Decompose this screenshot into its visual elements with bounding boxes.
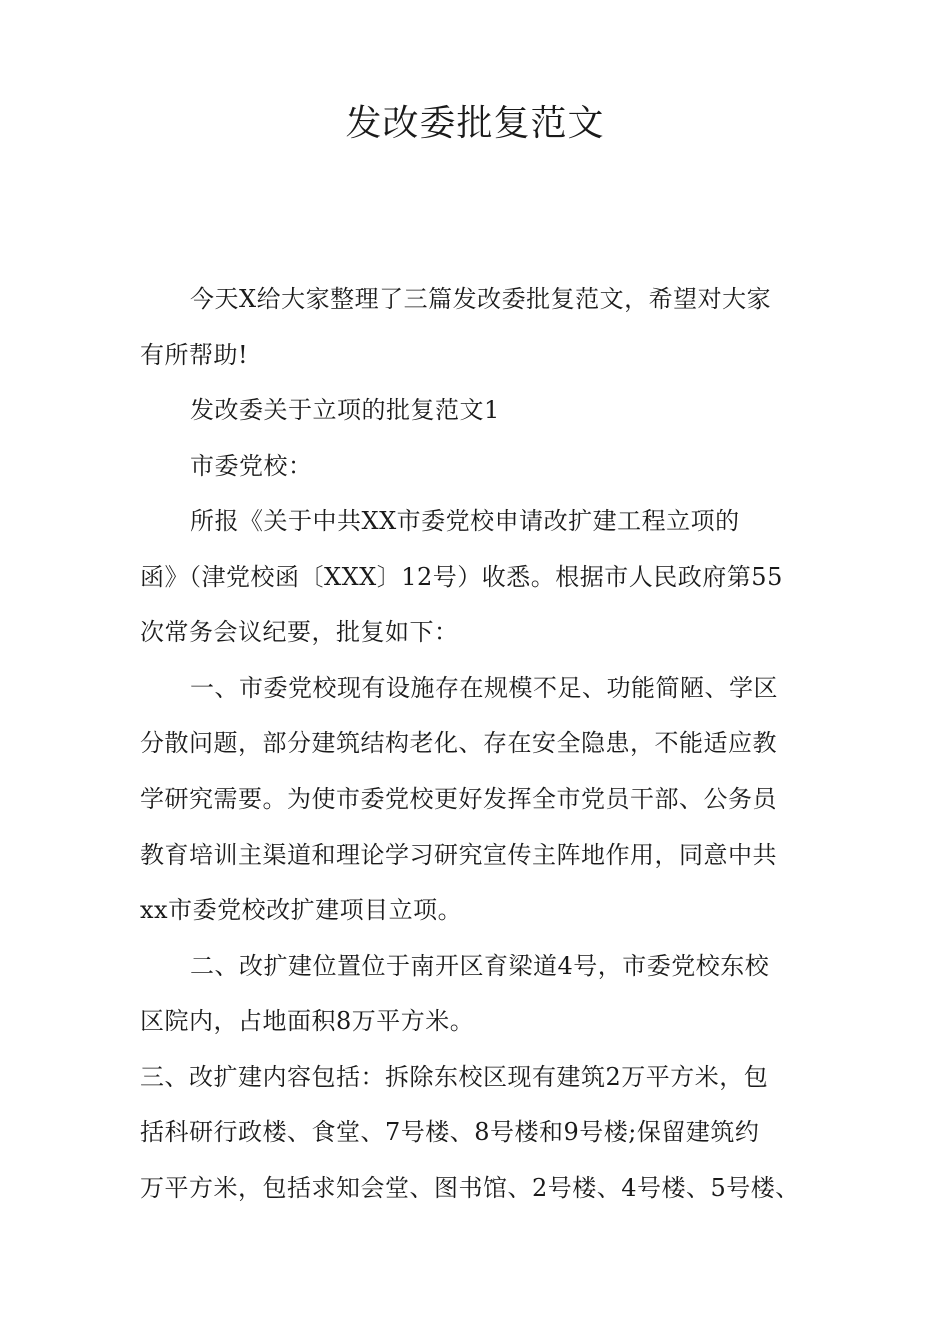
paragraph-line: 教育培训主渠道和理论学习研究宣传主阵地作用，同意中共 xyxy=(140,841,777,869)
salutation: 市委党校： xyxy=(190,452,313,480)
paragraph-line: 三、改扩建内容包括：拆除东校区现有建筑2万平方米，包 xyxy=(140,1063,769,1091)
paragraph-line: 括科研行政楼、食堂、7号楼、8号楼和9号楼;保留建筑约 xyxy=(140,1118,760,1146)
paragraph-line: 区院内，占地面积8万平方米。 xyxy=(140,1007,475,1035)
paragraph-line: 函》（津党校函〔XXX〕12号）收悉。根据市人民政府第55 xyxy=(140,563,783,591)
paragraph-line: 今天X给大家整理了三篇发改委批复范文，希望对大家 xyxy=(190,285,772,313)
section-heading: 发改委关于立项的批复范文1 xyxy=(190,396,500,424)
paragraph-line: 所报《关于中共XX市委党校申请改扩建工程立项的 xyxy=(190,507,740,535)
paragraph-line: 有所帮助! xyxy=(140,341,249,369)
paragraph-line: 分散问题，部分建筑结构老化、存在安全隐患，不能适应教 xyxy=(140,729,777,757)
document-title: 发改委批复范文 xyxy=(345,103,605,144)
paragraph-line: 一、市委党校现有设施存在规模不足、功能简陋、学区 xyxy=(190,674,778,702)
paragraph-line: 万平方米，包括求知会堂、图书馆、2号楼、4号楼、5号楼、 xyxy=(140,1174,800,1202)
paragraph-line: 二、改扩建位置位于南开区育梁道4号，市委党校东校 xyxy=(190,952,770,980)
paragraph-line: 学研究需要。为使市委党校更好发挥全市党员干部、公务员 xyxy=(140,785,777,813)
paragraph-line: xx市委党校改扩建项目立项。 xyxy=(140,896,463,924)
paragraph-line: 次常务会议纪要，批复如下： xyxy=(140,618,459,646)
